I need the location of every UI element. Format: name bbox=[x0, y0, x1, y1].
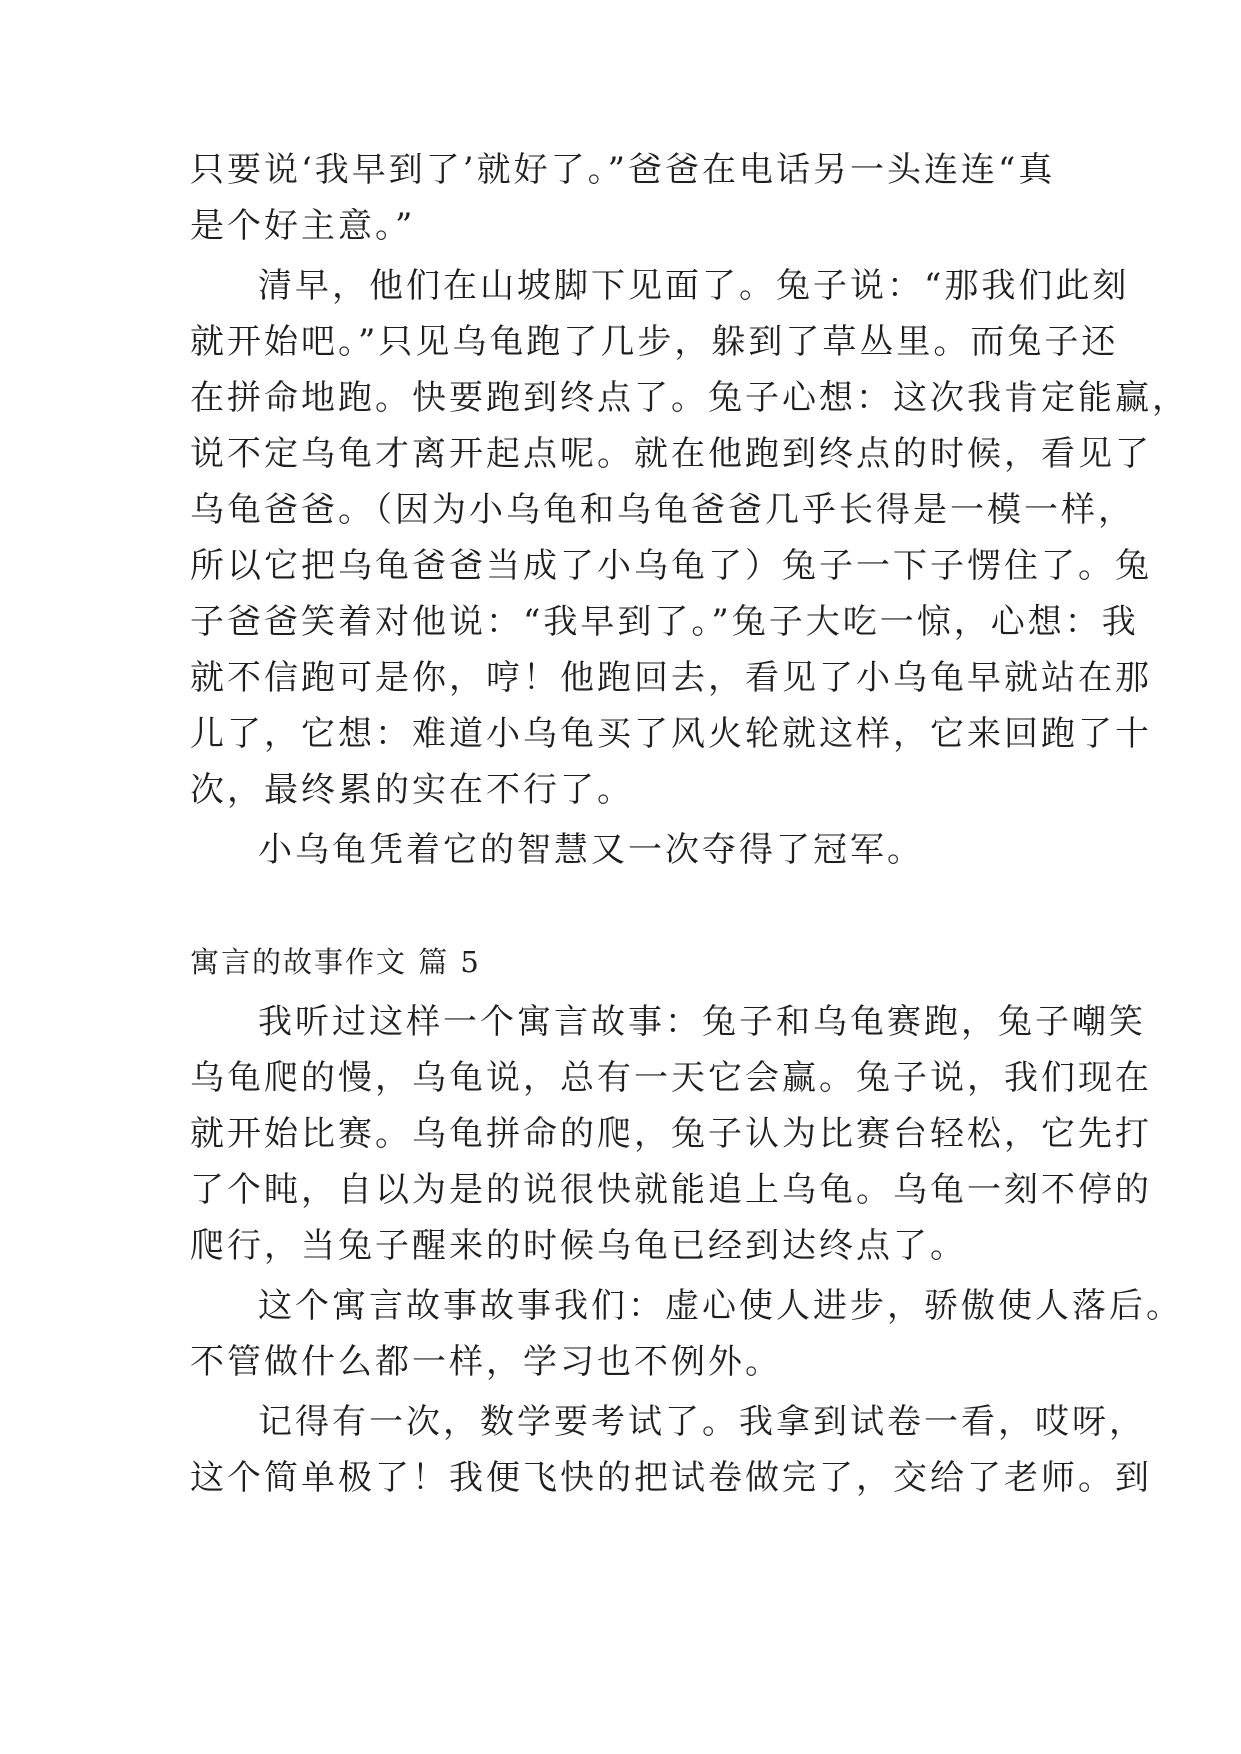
paragraph-line: 就开始比赛。乌龟拼命的爬，兔子认为比赛台轻松，它先打 bbox=[190, 1114, 1152, 1154]
paragraph-line: 乌龟爬的慢，乌龟说，总有一天它会赢。兔子说，我们现在 bbox=[190, 1058, 1152, 1098]
paragraph-line: 就开始吧。”只见乌龟跑了几步，躲到了草丛里。而兔子还 bbox=[190, 322, 1119, 362]
paragraph-line: 了个盹，自以为是的说很快就能追上乌龟。乌龟一刻不停的 bbox=[190, 1170, 1152, 1210]
paragraph-line: 这个寓言故事故事我们：虚心使人进步，骄傲使人落后。 bbox=[258, 1286, 1183, 1326]
paragraph-line: 爬行，当兔子醒来的时候乌龟已经到达终点了。 bbox=[190, 1226, 967, 1266]
paragraph-line: 记得有一次，数学要考试了。我拿到试卷一看，哎呀， bbox=[258, 1402, 1146, 1442]
paragraph-line: 清早，他们在山坡脚下见面了。兔子说：“那我们此刻 bbox=[258, 266, 1130, 306]
paragraph-line: 说不定乌龟才离开起点呢。就在他跑到终点的时候，看见了 bbox=[190, 434, 1152, 474]
paragraph-line: 不管做什么都一样，学习也不例外。 bbox=[190, 1342, 782, 1382]
paragraph-line: 就不信跑可是你，哼！他跑回去，看见了小乌龟早就站在那 bbox=[190, 658, 1152, 698]
paragraph-line: 子爸爸笑着对他说：“我早到了。”兔子大吃一惊，心想：我 bbox=[190, 602, 1139, 642]
paragraph-line: 小乌龟凭着它的智慧又一次夺得了冠军。 bbox=[258, 830, 924, 870]
paragraph-line: 在拼命地跑。快要跑到终点了。兔子心想：这次我肯定能赢， bbox=[190, 378, 1189, 418]
paragraph-line: 只要说‘我早到了’就好了。”爸爸在电话另一头连连“真 bbox=[190, 150, 1056, 190]
paragraph-line: 我听过这样一个寓言故事：兔子和乌龟赛跑，兔子嘲笑 bbox=[258, 1002, 1146, 1042]
paragraph-line: 是个好主意。” bbox=[190, 206, 416, 246]
paragraph-line: 儿了，它想：难道小乌龟买了风火轮就这样，它来回跑了十 bbox=[190, 714, 1152, 754]
paragraph-line: 乌龟爸爸。（因为小乌龟和乌龟爸爸几乎长得是一模一样， bbox=[190, 490, 1135, 530]
section-heading: 寓言的故事作文 篇 5 bbox=[190, 945, 481, 979]
paragraph-line: 所以它把乌龟爸爸当成了小乌龟了）兔子一下子愣住了。兔 bbox=[190, 546, 1152, 586]
paragraph-line: 这个简单极了！我便飞快的把试卷做完了，交给了老师。到 bbox=[190, 1458, 1152, 1498]
paragraph-line: 次，最终累的实在不行了。 bbox=[190, 770, 634, 810]
